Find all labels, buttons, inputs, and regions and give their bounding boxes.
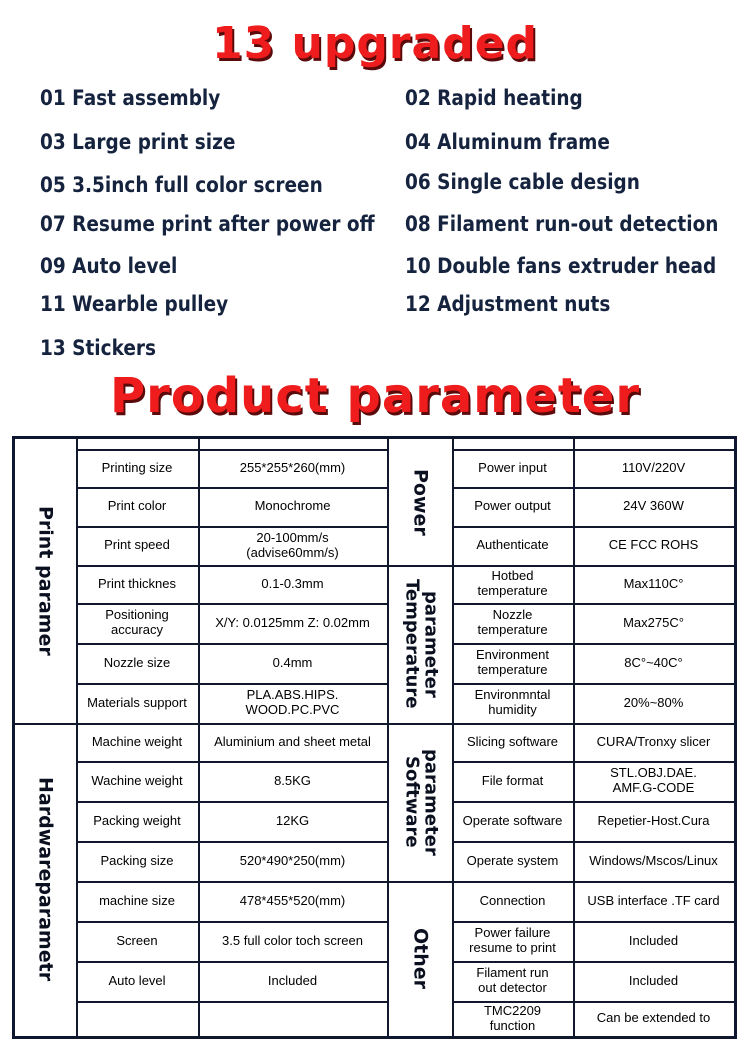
feature-item: 04 Aluminum frame: [405, 130, 610, 154]
table-rule: [452, 881, 734, 883]
param-value: USB interface .TF card: [587, 892, 720, 908]
param-name: Machine weight: [91, 733, 183, 749]
param-name: Screen: [116, 932, 158, 948]
table-rule: [452, 439, 454, 1036]
feature-item: 10 Double fans extruder head: [405, 254, 717, 278]
table-rule: [452, 723, 734, 725]
param-name: Auto level: [108, 972, 166, 988]
table-rule: [76, 449, 387, 451]
table-rule: [76, 841, 387, 843]
table-rule: [76, 761, 387, 763]
param-value: 24V 360W: [623, 498, 684, 514]
table-rule: [452, 603, 734, 605]
param-value: 478*455*520(mm): [239, 892, 346, 908]
param-value: 0.4mm: [272, 654, 313, 670]
table-rule: [452, 961, 734, 963]
table-rule: [452, 761, 734, 763]
table-rule: [452, 449, 734, 451]
param-value: Max275C°: [623, 614, 684, 630]
section-temperature: [389, 565, 452, 723]
param-name: Authenticate: [476, 537, 549, 553]
section-hardware: [15, 723, 76, 1036]
table-rule: [76, 526, 387, 528]
section-hardware-text: Hardwareparametr: [34, 777, 57, 982]
param-value: 0.1-0.3mm: [261, 575, 324, 591]
feature-item: 06 Single cable design: [405, 170, 640, 194]
param-value: 520*490*250(mm): [239, 852, 346, 868]
param-value: 12KG: [275, 812, 310, 828]
param-name: Power input: [478, 459, 547, 475]
param-name: Wachine weight: [91, 772, 183, 788]
spec-table: [12, 436, 737, 1039]
feature-item: 12 Adjustment nuts: [405, 292, 611, 316]
param-name: Print speed: [104, 537, 170, 553]
param-value: Aluminium and sheet metal: [214, 733, 371, 749]
table-rule: [198, 439, 200, 1036]
table-rule: [76, 961, 387, 963]
param-name: Positioning accuracy: [105, 607, 169, 637]
param-value: Can be extended to: [596, 1010, 711, 1026]
param-name: Operate software: [462, 812, 563, 828]
upgraded-title: 13 upgraded: [211, 18, 539, 69]
param-name: Filament run out detector: [476, 965, 549, 995]
param-name: Environmntal humidity: [474, 687, 551, 717]
param-value: 20-100mm/s (advise60mm/s): [246, 529, 339, 560]
param-value: Included: [628, 932, 679, 948]
param-name: Print thicknes: [97, 575, 177, 591]
table-rule: [76, 487, 387, 489]
param-name: machine size: [99, 892, 175, 908]
feature-item: 08 Filament run-out detection: [405, 212, 719, 236]
table-rule: [76, 801, 387, 803]
section-print: [15, 439, 76, 723]
param-value: CE FCC ROHS: [608, 537, 699, 553]
feature-item: 13 Stickers: [40, 336, 157, 360]
section-print-text: Print paramer: [34, 506, 57, 656]
param-value: 8C°~40C°: [624, 654, 683, 670]
section-temperature-text: Temperature: [401, 579, 423, 709]
table-rule: [76, 439, 78, 1036]
table-rule: [452, 487, 734, 489]
table-rule: [76, 565, 387, 567]
param-value: STL.OBJ.DAE. AMF.G-CODE: [610, 765, 697, 795]
param-value: 8.5KG: [274, 772, 311, 788]
param-name: Print color: [107, 498, 167, 514]
feature-item: 02 Rapid heating: [405, 86, 583, 110]
param-name: Nozzle temperature: [477, 607, 548, 637]
param-name: Nozzle size: [103, 654, 171, 670]
param-value: Monochrome: [254, 498, 331, 514]
table-rule: [452, 683, 734, 685]
param-name: Hotbed temperature: [477, 568, 548, 598]
table-rule: [76, 881, 387, 883]
section-other-text: Other: [409, 927, 432, 990]
feature-item: 01 Fast assembly: [40, 86, 221, 110]
param-value: CURA/Tronxy slicer: [596, 733, 711, 749]
table-rule: [452, 643, 734, 645]
section-other: [389, 881, 452, 1036]
parameter-title: Product parameter: [109, 368, 641, 424]
table-rule: [76, 1036, 387, 1038]
feature-item: 11 Wearble pulley: [40, 292, 229, 316]
table-rule: [452, 1001, 734, 1003]
param-value: 110V/220V: [621, 459, 686, 475]
table-rule: [76, 921, 387, 923]
param-name: Packing size: [100, 852, 174, 868]
section-software-text: parameter: [420, 748, 442, 856]
table-rule: [76, 683, 387, 685]
section-power-text: Power: [409, 468, 432, 536]
feature-item: 05 3.5inch full color screen: [40, 173, 323, 197]
section-power: [389, 439, 452, 565]
table-rule: [573, 439, 575, 1036]
param-value: Repetier-Host.Cura: [597, 812, 710, 828]
feature-item: 07 Resume print after power off: [40, 212, 375, 236]
table-rule: [76, 643, 387, 645]
param-name: Operate system: [466, 852, 559, 868]
param-name: Printing size: [101, 459, 173, 475]
section-software: [389, 723, 452, 881]
param-name: Packing weight: [93, 812, 181, 828]
table-rule: [452, 1036, 734, 1038]
section-software-text: Software: [401, 756, 423, 848]
param-value: 20%~80%: [623, 694, 684, 710]
param-name: TMC2209 function: [483, 1002, 542, 1033]
table-rule: [452, 526, 734, 528]
feature-item: 09 Auto level: [40, 254, 178, 278]
table-rule: [76, 723, 387, 725]
param-value: Max110C°: [623, 575, 684, 591]
param-name: Connection: [479, 892, 546, 908]
param-name: Power failure resume to print: [469, 925, 556, 955]
param-name: Slicing software: [466, 733, 559, 749]
table-rule: [76, 1001, 387, 1003]
param-name: Power output: [474, 498, 551, 514]
param-value: 255*255*260(mm): [239, 459, 346, 475]
param-value: [198, 1001, 387, 1036]
param-value: Windows/Mscos/Linux: [589, 852, 718, 868]
section-temperature-text: parameter: [420, 590, 442, 698]
param-value: PLA.ABS.HIPS. WOOD.PC.PVC: [245, 687, 340, 717]
param-name: File format: [481, 772, 544, 788]
table-rule: [452, 801, 734, 803]
table-rule: [452, 841, 734, 843]
param-name: Materials support: [87, 694, 187, 710]
param-value: Included: [628, 972, 679, 988]
param-name: Environment temperature: [476, 647, 549, 677]
param-name: [76, 1001, 198, 1036]
table-rule: [452, 921, 734, 923]
param-value: X/Y: 0.0125mm Z: 0.02mm: [215, 614, 370, 630]
param-value: 3.5 full color toch screen: [222, 932, 363, 948]
table-rule: [76, 603, 387, 605]
feature-item: 03 Large print size: [40, 130, 236, 154]
table-rule: [452, 565, 734, 567]
param-value: Included: [267, 972, 318, 988]
